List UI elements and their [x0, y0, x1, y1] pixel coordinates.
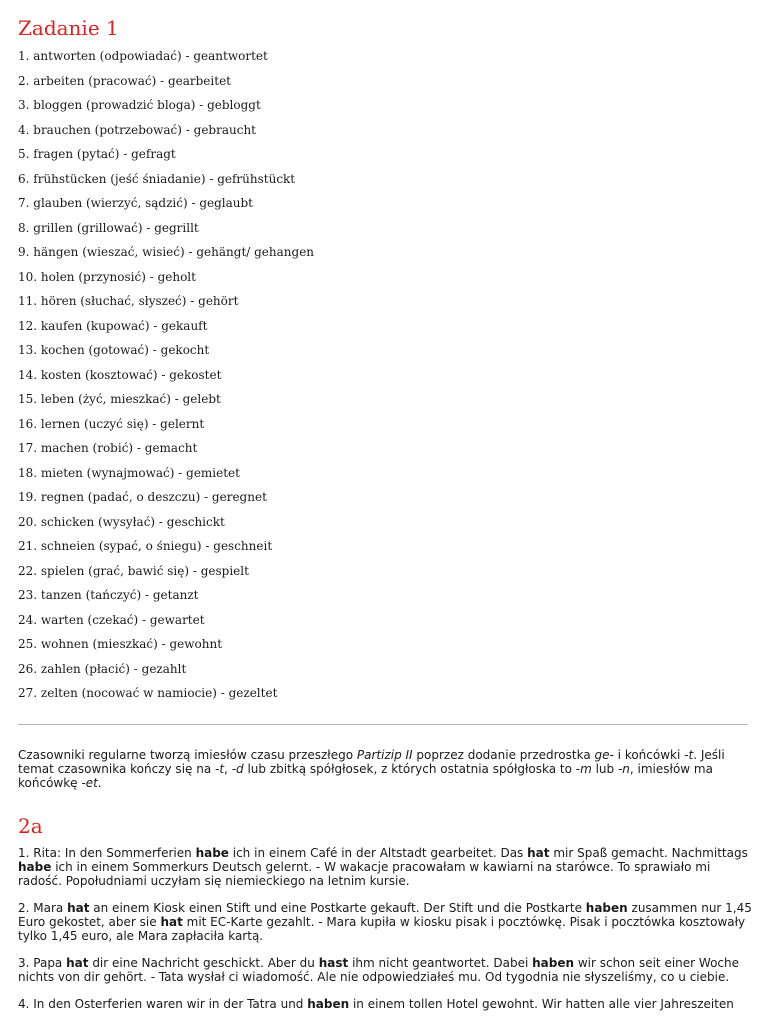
verb-item: 10. holen (przynosić) - geholt [18, 269, 196, 284]
sentence-1: 1. Rita: In den Sommerferien habe ich in einem Café in der Altstadt gearbeitet. Das hat mir Spaß gemacht. Nachmittags habe ich in einem Sommerkurs Deutsch gelernt. - W wakacje pracowałam w kawiarni na starówce. To sprawiało mi radość. Popołudniami uczyłam się niemieckiego na letnim kursie. [18, 846, 748, 888]
verb-item: 5. fragen (pytać) - gefragt [18, 147, 176, 161]
verb-item: 2. arbeiten (pracować) - gearbeitet [18, 73, 231, 88]
horizontal-divider [18, 724, 748, 725]
verb-item: 21. schneien (sypać, o śniegu) - geschneit [18, 539, 273, 553]
verb-item: 26. zahlen (płacić) - gezahlt [18, 661, 187, 676]
verb-item: 12. kaufen (kupować) - gekauft [18, 318, 208, 333]
verb-item: 9. hängen (wieszać, wisieć) - gehängt/ gehangen [18, 245, 315, 259]
verb-item: 6. frühstücken (jeść śniadanie) - gefrühstückt [18, 171, 296, 186]
sentence-2: 2. Mara hat an einem Kiosk einen Stift und eine Postkarte gekauft. Der Stift und die Postkarte haben zusammen nur 1,45 Euro gekostet, aber sie hat mit EC-Karte gezahlt. - Mara kupiła w kiosku pisak i pocztówkę. Pisak i pocztówka kosztowały tylko 1,45 euro, ale Mara zapłaciła kartą. [18, 901, 752, 943]
verb-item: 17. machen (robić) - gemacht [18, 441, 198, 455]
verb-item: 8. grillen (grillować) - gegrillt [18, 220, 199, 235]
section-title-zadanie-1: Zadanie 1 [18, 16, 119, 40]
verb-item: 11. hören (słuchać, słyszeć) - gehört [18, 294, 239, 308]
verb-item: 14. kosten (kosztować) - gekostet [18, 367, 222, 382]
verb-item: 18. mieten (wynajmować) - gemietet [18, 465, 240, 480]
verb-item: 15. leben (żyć, mieszkać) - gelebt [18, 392, 221, 406]
verb-item: 20. schicken (wysyłać) - geschickt [18, 514, 225, 529]
verb-item: 25. wohnen (mieszkać) - gewohnt [18, 637, 223, 651]
verb-item: 16. lernen (uczyć się) - gelernt [18, 416, 205, 431]
term-partizip: Partizip II [356, 748, 413, 762]
verb-item: 7. glauben (wierzyć, sądzić) - geglaubt [18, 196, 254, 210]
verb-list [18, 44, 314, 706]
verb-item: 19. regnen (padać, o deszczu) - geregnet [18, 490, 267, 504]
verb-item: 23. tanzen (tańczyć) - getanzt [18, 588, 199, 602]
sentence-4: 4. In den Osterferien waren wir in der Tatra und haben in einem tollen Hotel gewohnt. Wir hatten alle vier Jahreszeiten [18, 997, 734, 1011]
sentence-list [18, 846, 752, 1024]
verb-item: 3. bloggen (prowadzić bloga) - gebloggt [18, 98, 261, 112]
verb-item: 4. brauchen (potrzebować) - gebraucht [18, 122, 257, 137]
verb-item: 27. zelten (nocować w namiocie) - gezeltet [18, 686, 278, 700]
verb-item: 22. spielen (grać, bawić się) - gespielt [18, 563, 249, 578]
section-title-2a: 2a [18, 814, 43, 838]
verb-item: 24. warten (czekać) - gewartet [18, 612, 205, 627]
verb-item: 1. antworten (odpowiadać) - geantwortet [18, 49, 268, 63]
sentence-3: 3. Papa hat dir eine Nachricht geschickt. Aber du hast ihm nicht geantwortet. Dabei haben wir schon seit einer Woche nichts von dir gehört. - Tata wysłał ci wiadomość. Ale nie odpowiedziałeś mu. Od tygodnia nie słyszeliśmy, co u ciebie. [18, 956, 739, 984]
verb-item: 13. kochen (gotować) - gekocht [18, 343, 210, 357]
grammar-note: Czasowniki regularne tworzą imiesłów czasu przeszłego Partizip II poprzez dodanie przedrostka ge- i końcówki -t. Jeśli temat czasownika kończy się na -t, -d lub zbitką spółgłosek, z których ostatnia spółgłoska to -m lub -n, imiesłów ma końcówkę -et. [18, 748, 725, 790]
